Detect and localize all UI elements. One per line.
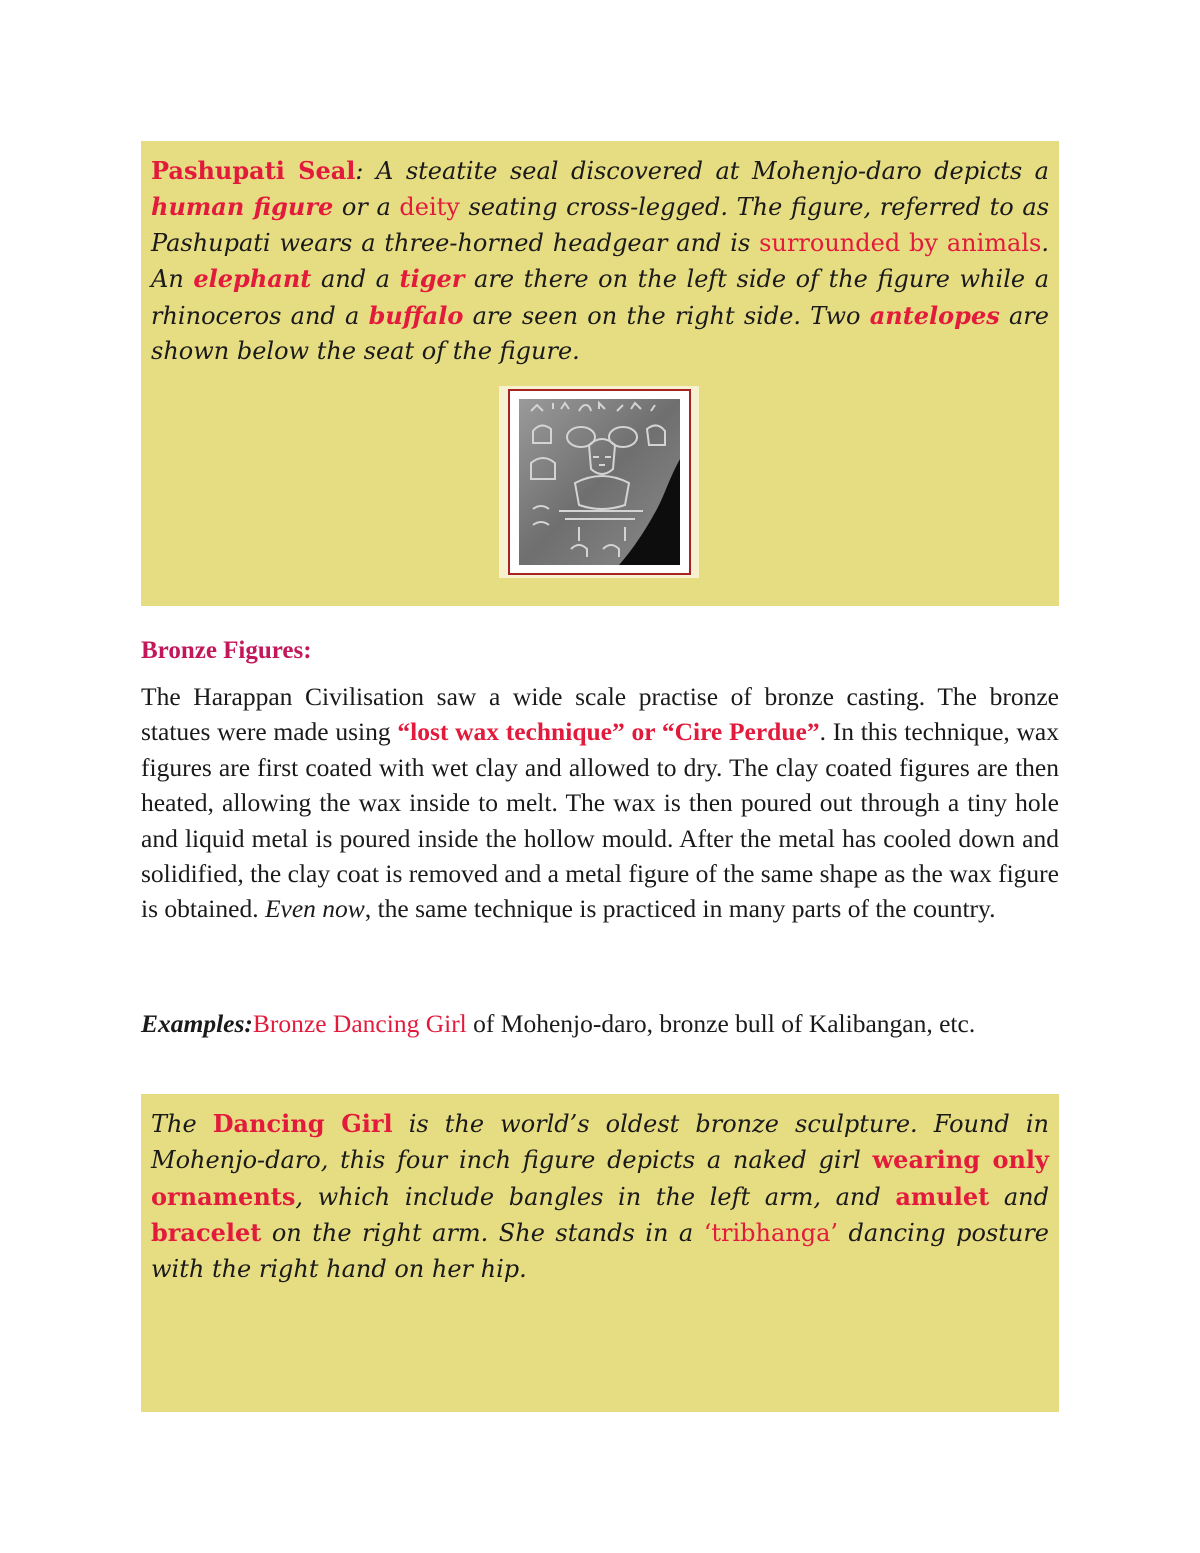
keyword-antelopes: antelopes bbox=[869, 300, 1000, 330]
text-span: is the world’s oldest bronze sculpture. Found in Mohenjo-daro, this four inch figure depicts a naked girl bbox=[151, 1110, 1049, 1175]
examples-label: Examples: bbox=[141, 1009, 253, 1038]
text-span: . An bbox=[151, 228, 1049, 294]
dancing-girl-paragraph bbox=[151, 1106, 1049, 1287]
keyword-bronze-dancing-girl: Bronze Dancing Girl bbox=[252, 1009, 467, 1038]
text-span: , the same technique is practiced in many parts of the country. bbox=[364, 894, 996, 924]
pashupati-seal-title: Pashupati Seal bbox=[151, 156, 356, 185]
emphasis-even-now: Even now bbox=[264, 894, 365, 924]
keyword-amulet: amulet bbox=[895, 1181, 990, 1211]
keyword-human-figure: human figure bbox=[151, 192, 334, 222]
pashupati-seal-image bbox=[508, 389, 691, 575]
keyword-tiger: tiger bbox=[399, 264, 465, 294]
text-span: on the right arm. She stands in a bbox=[261, 1219, 704, 1248]
text-span: and bbox=[989, 1182, 1049, 1211]
examples-paragraph bbox=[141, 1006, 1059, 1041]
keyword-dancing-girl: Dancing Girl bbox=[212, 1109, 393, 1138]
dancing-girl-box bbox=[141, 1094, 1059, 1412]
text-span: dancing posture with the right hand on her hip. bbox=[151, 1219, 1049, 1283]
text-span: , which include bangles in the left arm, and bbox=[295, 1182, 896, 1211]
bronze-figures-paragraph bbox=[141, 679, 1059, 927]
text-span: are there on the left side of the figure while a rhinoceros and a bbox=[151, 265, 1049, 330]
text-span: The bbox=[151, 1110, 213, 1138]
pashupati-seal-paragraph bbox=[151, 153, 1049, 369]
keyword-surrounded-by-animals: surrounded by animals bbox=[759, 228, 1042, 257]
keyword-buffalo: buffalo bbox=[368, 300, 464, 330]
pashupati-seal-image-frame bbox=[499, 386, 699, 578]
keyword-wearing-only-ornaments: wearing only ornaments bbox=[151, 1145, 1049, 1211]
text-span: seating cross-legged. The figure, referred to as Pashupati wears a three-horned headgear and is bbox=[151, 193, 1050, 257]
keyword-bracelet: bracelet bbox=[151, 1218, 262, 1248]
keyword-deity: deity bbox=[399, 193, 460, 222]
text-span: The Harappan Civilisation saw a wide scale practise of bronze casting. The bronze statues were made using bbox=[141, 682, 1059, 747]
pashupati-seal-box bbox=[141, 141, 1059, 606]
text-span: . In this technique, wax figures are first coated with wet clay and allowed to dry. The clay coated figures are then heated, allowing the wax inside to melt. The wax is then poured out through a tiny hole and liquid metal is poured inside the hollow mould. After the metal has cooled down and solidified, the clay coat is removed and a metal figure of the same shape as the wax figure is obtained. bbox=[141, 717, 1059, 924]
text-span: or a bbox=[333, 193, 400, 222]
keyword-elephant: elephant bbox=[193, 264, 312, 294]
text-span: : A steatite seal discovered at Mohenjo-daro depicts a bbox=[355, 157, 1049, 185]
bronze-figures-heading: Bronze Figures: bbox=[141, 637, 312, 664]
keyword-tribhanga: ‘tribhanga’ bbox=[703, 1219, 839, 1248]
pashupati-seal-illustration bbox=[519, 399, 680, 565]
text-span: and a bbox=[311, 265, 400, 294]
text-span: of Mohenjo-daro, bronze bull of Kalibangan, etc. bbox=[466, 1009, 976, 1038]
text-span: are seen on the right side. Two bbox=[463, 301, 870, 330]
keyword-lost-wax-technique: “lost wax technique” or “Cire Perdue” bbox=[397, 717, 820, 747]
text-span: are shown below the seat of the figure. bbox=[151, 301, 1049, 366]
